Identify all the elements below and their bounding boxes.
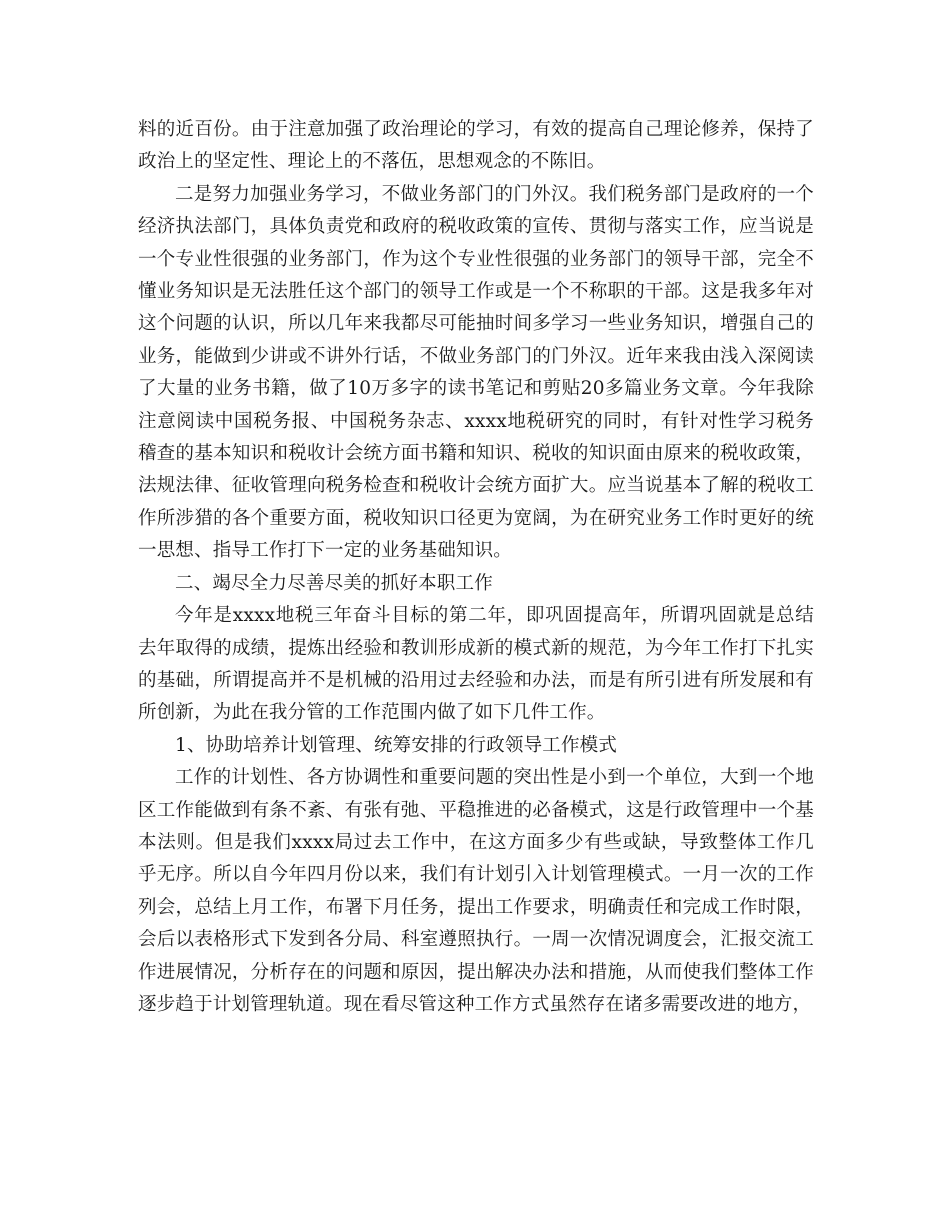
section-heading-duties: 二、竭尽全力尽善尽美的抓好本职工作 [175, 572, 493, 594]
paragraph-business-study: 二是努力加强业务学习，不做业务部门的门外汉。我们税务部门是政府的一个经济执法部门，具体负责党和政府的税收政策的宣传、贯彻与落实工作，应当说是一个专业性很强的业务部门，作为这个专业性很强的业务部门的领导干部，完全不懂业务知识是无法胜任这个部门的领导工作或是一个不称职的干部。这是我多年对这个问题的认识，所以几年来我都尽可能抽时间多学习一些业务知识，增强自己的业务，能做到少讲或不讲外行话，不做业务部门的门外汉。近年来我由浅入深阅读了大量的业务书籍，做了10万多字的读书笔记和剪贴20多篇业务文章。今年我除注意阅读中国税务报、中国税务杂志、xxxx地税研究的同时，有针对性学习税务稽查的基本知识和税收计会统方面书籍和知识、税收的知识面由原来的税收政策，法规法律、征收管理向税务检查和税收计会统方面扩大。应当说基本了解的税收工作所涉猎的各个重要方面，税收知识口径更为宽阔，为在研究业务工作时更好的统一思想、指导工作打下一定的业务基础知识。 [138, 183, 814, 562]
paragraph-planning-management: 工作的计划性、各方协调性和重要问题的突出性是小到一个单位，大到一个地区工作能做到有条不紊、有张有弛、平稳推进的必备模式，这是行政管理中一个基本法则。但是我们xxxx局过去工作中，在这方面多少有些或缺，导致整体工作几乎无序。所以自今年四月份以来，我们有计划引入计划管理模式。一月一次的工作列会，总结上月工作，布署下月任务，提出工作要求，明确责任和完成工作时限，会后以表格形式下发到各分局、科室遵照执行。一周一次情况调度会，汇报交流工作进展情况，分析存在的问题和原因，提出解决办法和措施，从而使我们整体工作逐步趋于计划管理轨道。现在看尽管这种工作方式虽然存在诸多需要改进的地方， [138, 767, 814, 1015]
paragraph-continuation: 料的近百份。由于注意加强了政治理论的学习，有效的提高自己理论修养，保持了政治上的坚定性、理论上的不落伍，思想观念的不陈旧。 [138, 119, 814, 173]
paragraph-consolidation-year: 今年是xxxx地税三年奋斗目标的第二年，即巩固提高年，所谓巩固就是总结去年取得的成绩，提炼出经验和教训形成新的模式新的规范，为今年工作打下扎实的基础，所谓提高并不是机械的沿用过去经验和办法，而是有所引进有所发展和有所创新，为此在我分管的工作范围内做了如下几件工作。 [138, 605, 814, 724]
document-body [138, 114, 814, 1021]
subsection-heading-planning: 1、协助培养计划管理、统筹安排的行政领导工作模式 [175, 734, 618, 756]
